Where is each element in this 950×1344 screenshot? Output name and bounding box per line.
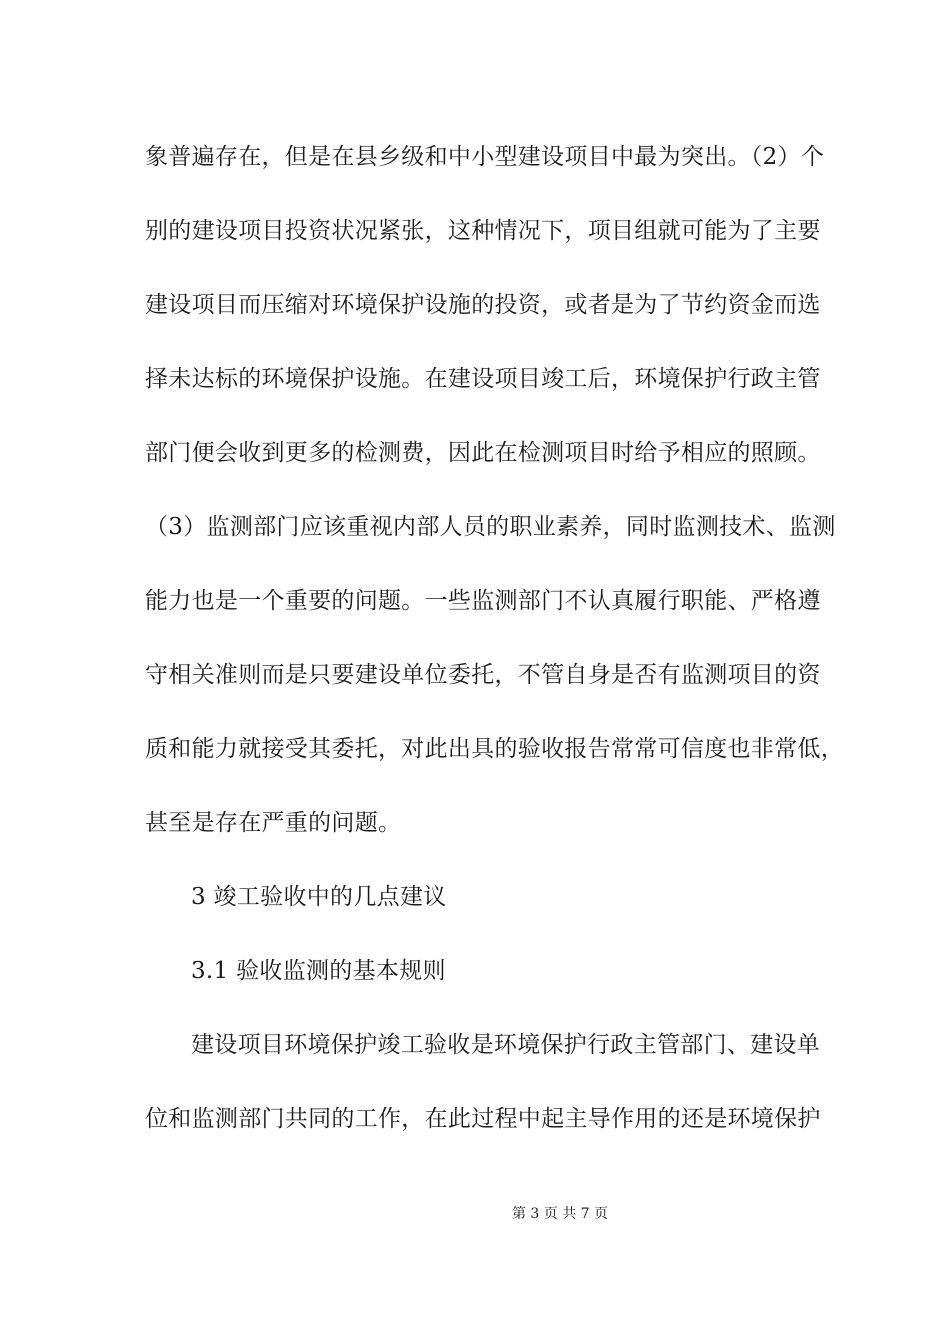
text-line: 能力也是一个重要的问题。一些监测部门不认真履行职能、严格遵 [145, 588, 821, 614]
text-line: 择未达标的环境保护设施。在建设项目竣工后，环境保护行政主管 [145, 366, 821, 392]
text-line: 别的建设项目投资状况紧张，这种情况下，项目组就可能为了主要 [145, 218, 821, 244]
text-line: 部门便会收到更多的检测费，因此在检测项目时给予相应的照顾。 [145, 440, 821, 466]
section-heading: 3 竣工验收中的几点建议 [191, 884, 447, 910]
page-number-footer: 第 3 页 共 7 页 [511, 1206, 609, 1222]
document-body [145, 128, 844, 1164]
text-line: （3）监测部门应该重视内部人员的职业素养，同时监测技术、监测 [145, 514, 836, 540]
text-line: 象普遍存在，但是在县乡级和中小型建设项目中最为突出。（2）个 [145, 144, 825, 170]
text-line: 位和监测部门共同的工作，在此过程中起主导作用的还是环境保护 [145, 1106, 821, 1132]
subsection-heading: 3.1 验收监测的基本规则 [191, 958, 446, 984]
paragraph-first-line: 建设项目环境保护竣工验收是环境保护行政主管部门、建设单 [191, 1032, 821, 1058]
text-line: 甚至是存在严重的问题。 [145, 810, 402, 836]
text-line: 建设项目而压缩对环境保护设施的投资，或者是为了节约资金而选 [145, 292, 821, 318]
text-line: 质和能力就接受其委托，对此出具的验收报告常常可信度也非常低， [145, 736, 844, 762]
text-line: 守相关准则而是只要建设单位委托，不管自身是否有监测项目的资 [145, 662, 821, 688]
